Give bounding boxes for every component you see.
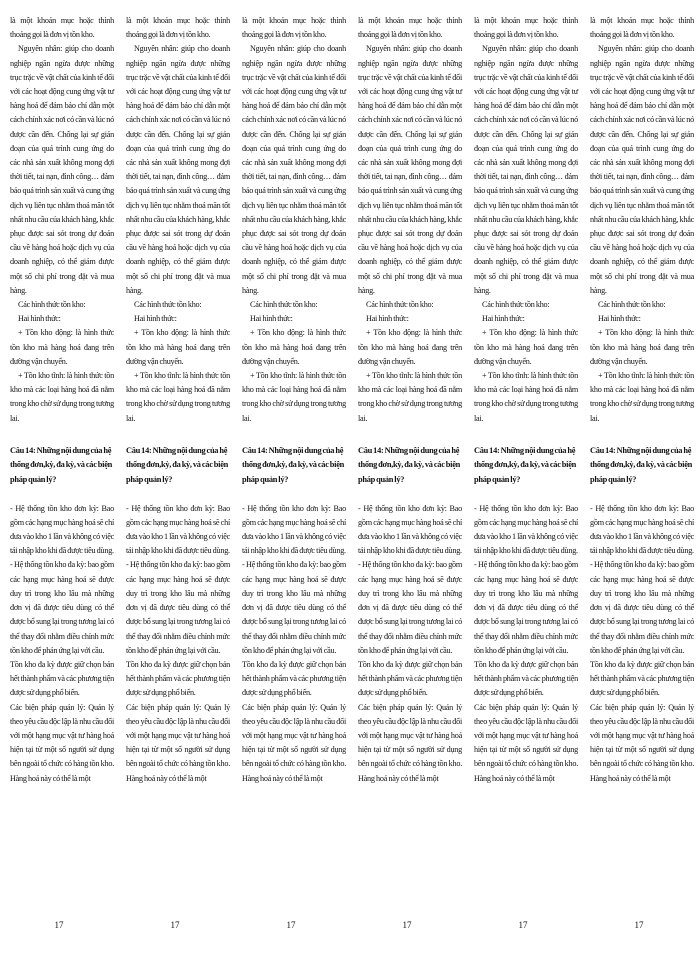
two-forms-label: Hai hình thức: [134,314,177,324]
form-static: + Tồn kho tĩnh: là hình thức tồn kho mà các loại hàng hoá đã nằm trong kho chờ sử dụng trong tương lai. [10,371,114,423]
answer-management-measures: Các biện pháp quản lý: Quản lý theo yêu cầu độc lập là nhu cầu đối với một hạng mục vật tư hàng hoá hiện tại từ một số người sử dụng bên ngoài tổ chức có hàng tồn kho. Hàng hoá này có thể là một [10,702,114,783]
form-static: + Tồn kho tĩnh: là hình thức tồn kho mà các loại hàng hoá đã nằm trong kho chờ sử dụng trong tương lai. [242,371,346,423]
answer-single-period: - Hệ thống tồn kho đơn kỳ: Bao gồm các hạng mục hàng hoá sẽ chỉ đưa vào kho 1 lần và không có việc tái nhập kho khi đã được tiêu dùng. [590,503,694,556]
page-column [582,14,696,954]
form-dynamic: + Tồn kho động: là hình thức tồn kho mà hàng hoá đang trên đường vận chuyển. [242,328,346,366]
two-forms-label: Hai hình thức: [250,314,293,324]
answer-multi-period: - Hệ thống tồn kho đa kỳ: bao gồm các hạng mục hàng hoá sẽ được duy trì trong kho lâu mà những đơn vị đã được tiêu dùng có thể được bổ sung lại trong tương lai có thể thay đổi nhằm điều chỉnh mức tồn kho để phản ứng lại với cầu. [590,560,694,655]
form-dynamic: + Tồn kho động: là hình thức tồn kho mà hàng hoá đang trên đường vận chuyển. [358,328,462,366]
answer-multi-period: - Hệ thống tồn kho đa kỳ: bao gồm các hạng mục hàng hoá sẽ được duy trì trong kho lâu mà những đơn vị đã được tiêu dùng có thể được bổ sung lại trong tương lai có thể thay đổi nhằm điều chỉnh mức tồn kho để phản ứng lại với cầu. [358,560,462,655]
paragraph-reasons: Nguyên nhân: giúp cho doanh nghiệp ngăn ngừa được những trục trặc về vật chất của kinh tế đối với các hoạt động cung ứng vật tư hàng hoá để đảm bảo chỉ dẫn một cách chính xác nơi có cần và lúc nó được cần đến. Chống lại sự gián đoạn của quá trình cung ứng do các nhà sản xuất không mong đợi thời tiết, tai nạn, đình công… đảm bảo quá trình sản xuất và cung ứng dịch vụ liên tục nhằm thoả mãn tốt nhất nhu cầu của khách hàng, khắc phục được sai sót trong dự đoán cầu về hàng hoá hoặc dịch vụ của doanh nghiệp, có thể giảm được một số chi phí trong đặt và mua hàng. [126,44,230,295]
answer-management-measures: Các biện pháp quản lý: Quản lý theo yêu cầu độc lập là nhu cầu đối với một hạng mục vật tư hàng hoá hiện tại từ một số người sử dụng bên ngoài tổ chức có hàng tồn kho. Hàng hoá này có thể là một [474,702,578,783]
two-forms-label: Hai hình thức: [482,314,525,324]
answer-single-period: - Hệ thống tồn kho đơn kỳ: Bao gồm các hạng mục hàng hoá sẽ chỉ đưa vào kho 1 lần và không có việc tái nhập kho khi đã được tiêu dùng. [126,503,230,556]
page-column [118,14,232,954]
question-heading: Câu 14: Những nội dung của hệ thống đơn,kỳ, đa kỳ, và các biện pháp quản lý? [10,445,112,485]
page-number: 17 [54,920,64,930]
form-dynamic: + Tồn kho động: là hình thức tồn kho mà hàng hoá đang trên đường vận chuyển. [10,328,114,366]
paragraph-continuation: là một khoản mục hoặc thỉnh thoảng gọi là đơn vị tồn kho. [126,16,230,40]
answer-multi-period: - Hệ thống tồn kho đa kỳ: bao gồm các hạng mục hàng hoá sẽ được duy trì trong kho lâu mà những đơn vị đã được tiêu dùng có thể được bổ sung lại trong tương lai có thể thay đổi nhằm điều chỉnh mức tồn kho để phản ứng lại với cầu. [242,560,346,655]
answer-single-period: - Hệ thống tồn kho đơn kỳ: Bao gồm các hạng mục hàng hoá sẽ chỉ đưa vào kho 1 lần và không có việc tái nhập kho khi đã được tiêu dùng. [242,503,346,556]
paragraph-reasons: Nguyên nhân: giúp cho doanh nghiệp ngăn ngừa được những trục trặc về vật chất của kinh tế đối với các hoạt động cung ứng vật tư hàng hoá để đảm bảo chỉ dẫn một cách chính xác nơi có cần và lúc nó được cần đến. Chống lại sự gián đoạn của quá trình cung ứng do các nhà sản xuất không mong đợi thời tiết, tai nạn, đình công… đảm bảo quá trình sản xuất và cung ứng dịch vụ liên tục nhằm thoả mãn tốt nhất nhu cầu của khách hàng, khắc phục được sai sót trong dự đoán cầu về hàng hoá hoặc dịch vụ của doanh nghiệp, có thể giảm được một số chi phí trong đặt và mua hàng. [242,44,346,295]
answer-multi-period-note: Tồn kho đa kỳ được giữ chọn bán hết thành phẩm và các phương tiện được sử dụng phổ biến. [242,659,346,698]
answer-single-period: - Hệ thống tồn kho đơn kỳ: Bao gồm các hạng mục hàng hoá sẽ chỉ đưa vào kho 1 lần và không có việc tái nhập kho khi đã được tiêu dùng. [358,503,462,556]
answer-management-measures: Các biện pháp quản lý: Quản lý theo yêu cầu độc lập là nhu cầu đối với một hạng mục vật tư hàng hoá hiện tại từ một số người sử dụng bên ngoài tổ chức có hàng tồn kho. Hàng hoá này có thể là một [590,702,694,783]
form-dynamic: + Tồn kho động: là hình thức tồn kho mà hàng hoá đang trên đường vận chuyển. [590,328,694,366]
answer-multi-period: - Hệ thống tồn kho đa kỳ: bao gồm các hạng mục hàng hoá sẽ được duy trì trong kho lâu mà những đơn vị đã được tiêu dùng có thể được bổ sung lại trong tương lai có thể thay đổi nhằm điều chỉnh mức tồn kho để phản ứng lại với cầu. [10,560,114,655]
page-number: 17 [402,920,412,930]
paragraph-continuation: là một khoản mục hoặc thỉnh thoảng gọi là đơn vị tồn kho. [590,16,694,40]
form-static: + Tồn kho tĩnh: là hình thức tồn kho mà các loại hàng hoá đã nằm trong kho chờ sử dụng trong tương lai. [358,371,462,423]
answer-multi-period-note: Tồn kho đa kỳ được giữ chọn bán hết thành phẩm và các phương tiện được sử dụng phổ biến. [474,659,578,698]
paragraph-continuation: là một khoản mục hoặc thỉnh thoảng gọi là đơn vị tồn kho. [242,16,346,40]
forms-label: Các hình thức tồn kho: [250,300,318,310]
page-column [2,14,116,954]
form-dynamic: + Tồn kho động: là hình thức tồn kho mà hàng hoá đang trên đường vận chuyển. [126,328,230,366]
form-static: + Tồn kho tĩnh: là hình thức tồn kho mà các loại hàng hoá đã nằm trong kho chờ sử dụng trong tương lai. [474,371,578,423]
form-dynamic: + Tồn kho động: là hình thức tồn kho mà hàng hoá đang trên đường vận chuyển. [474,328,578,366]
form-static: + Tồn kho tĩnh: là hình thức tồn kho mà các loại hàng hoá đã nằm trong kho chờ sử dụng trong tương lai. [590,371,694,423]
paragraph-continuation: là một khoản mục hoặc thỉnh thoảng gọi là đơn vị tồn kho. [358,16,462,40]
answer-multi-period-note: Tồn kho đa kỳ được giữ chọn bán hết thành phẩm và các phương tiện được sử dụng phổ biến. [590,659,694,698]
answer-management-measures: Các biện pháp quản lý: Quản lý theo yêu cầu độc lập là nhu cầu đối với một hạng mục vật tư hàng hoá hiện tại từ một số người sử dụng bên ngoài tổ chức có hàng tồn kho. Hàng hoá này có thể là một [242,702,346,783]
forms-label: Các hình thức tồn kho: [598,300,666,310]
answer-multi-period: - Hệ thống tồn kho đa kỳ: bao gồm các hạng mục hàng hoá sẽ được duy trì trong kho lâu mà những đơn vị đã được tiêu dùng có thể được bổ sung lại trong tương lai có thể thay đổi nhằm điều chỉnh mức tồn kho để phản ứng lại với cầu. [474,560,578,655]
page-column [350,14,464,954]
question-heading: Câu 14: Những nội dung của hệ thống đơn,kỳ, đa kỳ, và các biện pháp quản lý? [590,445,692,485]
question-heading: Câu 14: Những nội dung của hệ thống đơn,kỳ, đa kỳ, và các biện pháp quản lý? [474,445,576,485]
page-number: 17 [286,920,296,930]
paragraph-continuation: là một khoản mục hoặc thỉnh thoảng gọi là đơn vị tồn kho. [474,16,578,40]
two-forms-label: Hai hình thức: [366,314,409,324]
paragraph-reasons: Nguyên nhân: giúp cho doanh nghiệp ngăn ngừa được những trục trặc về vật chất của kinh tế đối với các hoạt động cung ứng vật tư hàng hoá để đảm bảo chỉ dẫn một cách chính xác nơi có cần và lúc nó được cần đến. Chống lại sự gián đoạn của quá trình cung ứng do các nhà sản xuất không mong đợi thời tiết, tai nạn, đình công… đảm bảo quá trình sản xuất và cung ứng dịch vụ liên tục nhằm thoả mãn tốt nhất nhu cầu của khách hàng, khắc phục được sai sót trong dự đoán cầu về hàng hoá hoặc dịch vụ của doanh nghiệp, có thể giảm được một số chi phí trong đặt và mua hàng. [10,44,114,295]
answer-multi-period-note: Tồn kho đa kỳ được giữ chọn bán hết thành phẩm và các phương tiện được sử dụng phổ biến. [358,659,462,698]
forms-label: Các hình thức tồn kho: [482,300,550,310]
answer-management-measures: Các biện pháp quản lý: Quản lý theo yêu cầu độc lập là nhu cầu đối với một hạng mục vật tư hàng hoá hiện tại từ một số người sử dụng bên ngoài tổ chức có hàng tồn kho. Hàng hoá này có thể là một [126,702,230,783]
paragraph-reasons: Nguyên nhân: giúp cho doanh nghiệp ngăn ngừa được những trục trặc về vật chất của kinh tế đối với các hoạt động cung ứng vật tư hàng hoá để đảm bảo chỉ dẫn một cách chính xác nơi có cần và lúc nó được cần đến. Chống lại sự gián đoạn của quá trình cung ứng do các nhà sản xuất không mong đợi thời tiết, tai nạn, đình công… đảm bảo quá trình sản xuất và cung ứng dịch vụ liên tục nhằm thoả mãn tốt nhất nhu cầu của khách hàng, khắc phục được sai sót trong dự đoán cầu về hàng hoá hoặc dịch vụ của doanh nghiệp, có thể giảm được một số chi phí trong đặt và mua hàng. [474,44,578,295]
paragraph-continuation: là một khoản mục hoặc thỉnh thoảng gọi là đơn vị tồn kho. [10,16,114,40]
paragraph-reasons: Nguyên nhân: giúp cho doanh nghiệp ngăn ngừa được những trục trặc về vật chất của kinh tế đối với các hoạt động cung ứng vật tư hàng hoá để đảm bảo chỉ dẫn một cách chính xác nơi có cần và lúc nó được cần đến. Chống lại sự gián đoạn của quá trình cung ứng do các nhà sản xuất không mong đợi thời tiết, tai nạn, đình công… đảm bảo quá trình sản xuất và cung ứng dịch vụ liên tục nhằm thoả mãn tốt nhất nhu cầu của khách hàng, khắc phục được sai sót trong dự đoán cầu về hàng hoá hoặc dịch vụ của doanh nghiệp, có thể giảm được một số chi phí trong đặt và mua hàng. [358,44,462,295]
answer-multi-period: - Hệ thống tồn kho đa kỳ: bao gồm các hạng mục hàng hoá sẽ được duy trì trong kho lâu mà những đơn vị đã được tiêu dùng có thể được bổ sung lại trong tương lai có thể thay đổi nhằm điều chỉnh mức tồn kho để phản ứng lại với cầu. [126,560,230,655]
question-heading: Câu 14: Những nội dung của hệ thống đơn,kỳ, đa kỳ, và các biện pháp quản lý? [242,445,344,485]
answer-single-period: - Hệ thống tồn kho đơn kỳ: Bao gồm các hạng mục hàng hoá sẽ chỉ đưa vào kho 1 lần và không có việc tái nhập kho khi đã được tiêu dùng. [474,503,578,556]
paragraph-reasons: Nguyên nhân: giúp cho doanh nghiệp ngăn ngừa được những trục trặc về vật chất của kinh tế đối với các hoạt động cung ứng vật tư hàng hoá để đảm bảo chỉ dẫn một cách chính xác nơi có cần và lúc nó được cần đến. Chống lại sự gián đoạn của quá trình cung ứng do các nhà sản xuất không mong đợi thời tiết, tai nạn, đình công… đảm bảo quá trình sản xuất và cung ứng dịch vụ liên tục nhằm thoả mãn tốt nhất nhu cầu của khách hàng, khắc phục được sai sót trong dự đoán cầu về hàng hoá hoặc dịch vụ của doanh nghiệp, có thể giảm được một số chi phí trong đặt và mua hàng. [590,44,694,295]
question-heading: Câu 14: Những nội dung của hệ thống đơn,kỳ, đa kỳ, và các biện pháp quản lý? [126,445,228,485]
page-column [234,14,348,954]
forms-label: Các hình thức tồn kho: [18,300,86,310]
question-heading: Câu 14: Những nội dung của hệ thống đơn,kỳ, đa kỳ, và các biện pháp quản lý? [358,445,460,485]
answer-multi-period-note: Tồn kho đa kỳ được giữ chọn bán hết thành phẩm và các phương tiện được sử dụng phổ biến. [126,659,230,698]
page-number: 17 [170,920,180,930]
answer-management-measures: Các biện pháp quản lý: Quản lý theo yêu cầu độc lập là nhu cầu đối với một hạng mục vật tư hàng hoá hiện tại từ một số người sử dụng bên ngoài tổ chức có hàng tồn kho. Hàng hoá này có thể là một [358,702,462,783]
two-forms-label: Hai hình thức: [18,314,61,324]
page-number: 17 [518,920,528,930]
answer-multi-period-note: Tồn kho đa kỳ được giữ chọn bán hết thành phẩm và các phương tiện được sử dụng phổ biến. [10,659,114,698]
answer-single-period: - Hệ thống tồn kho đơn kỳ: Bao gồm các hạng mục hàng hoá sẽ chỉ đưa vào kho 1 lần và không có việc tái nhập kho khi đã được tiêu dùng. [10,503,114,556]
two-forms-label: Hai hình thức: [598,314,641,324]
forms-label: Các hình thức tồn kho: [134,300,202,310]
page-column [466,14,580,954]
forms-label: Các hình thức tồn kho: [366,300,434,310]
page-number: 17 [634,920,644,930]
form-static: + Tồn kho tĩnh: là hình thức tồn kho mà các loại hàng hoá đã nằm trong kho chờ sử dụng trong tương lai. [126,371,230,423]
